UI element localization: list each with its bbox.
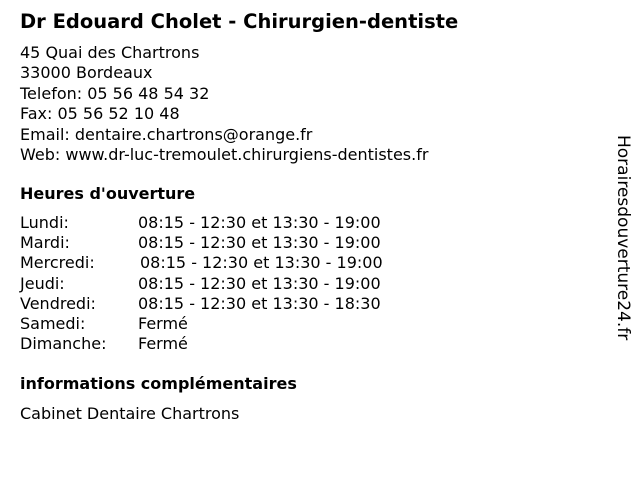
info-text: Cabinet Dentaire Chartrons	[20, 404, 240, 423]
page-title: Dr Edouard Cholet - Chirurgien-dentiste	[20, 10, 459, 33]
day-label: Mercredi:	[20, 253, 95, 273]
day-hours: 08:15 - 12:30 et 13:30 - 19:00	[138, 213, 381, 232]
address-street: 45 Quai des Chartrons	[20, 43, 200, 62]
info-heading: informations complémentaires	[20, 374, 297, 393]
web-line: Web: www.dr-luc-tremoulet.chirurgiens-dentistes.fr	[20, 145, 429, 165]
day-hours: 08:15 - 12:30 et 13:30 - 19:00	[138, 273, 381, 293]
hours-heading: Heures d'ouverture	[20, 184, 196, 203]
watermark-text: Horairesdouverture24.fr	[613, 135, 633, 341]
day-label: Samedi:	[20, 313, 86, 333]
day-hours: Fermé	[138, 334, 188, 354]
day-label: Mardi:	[20, 233, 70, 253]
day-hours: 08:15 - 12:30 et 13:30 - 19:00	[140, 253, 383, 273]
address-city: 33000 Bordeaux	[20, 63, 153, 83]
day-label: Jeudi:	[20, 273, 65, 293]
day-label: Lundi:	[20, 213, 69, 232]
watermark	[612, 135, 634, 370]
day-hours: Fermé	[138, 313, 188, 333]
day-hours: 08:15 - 12:30 et 13:30 - 19:00	[138, 233, 381, 253]
email-line: Email: dentaire.chartrons@orange.fr	[20, 124, 313, 144]
contact-block	[20, 43, 428, 165]
phone-line: Telefon: 05 56 48 54 32	[20, 83, 210, 103]
fax-line: Fax: 05 56 52 10 48	[20, 104, 180, 124]
day-label: Vendredi:	[20, 293, 96, 313]
day-label: Dimanche:	[20, 334, 107, 354]
day-hours: 08:15 - 12:30 et 13:30 - 18:30	[138, 293, 381, 313]
